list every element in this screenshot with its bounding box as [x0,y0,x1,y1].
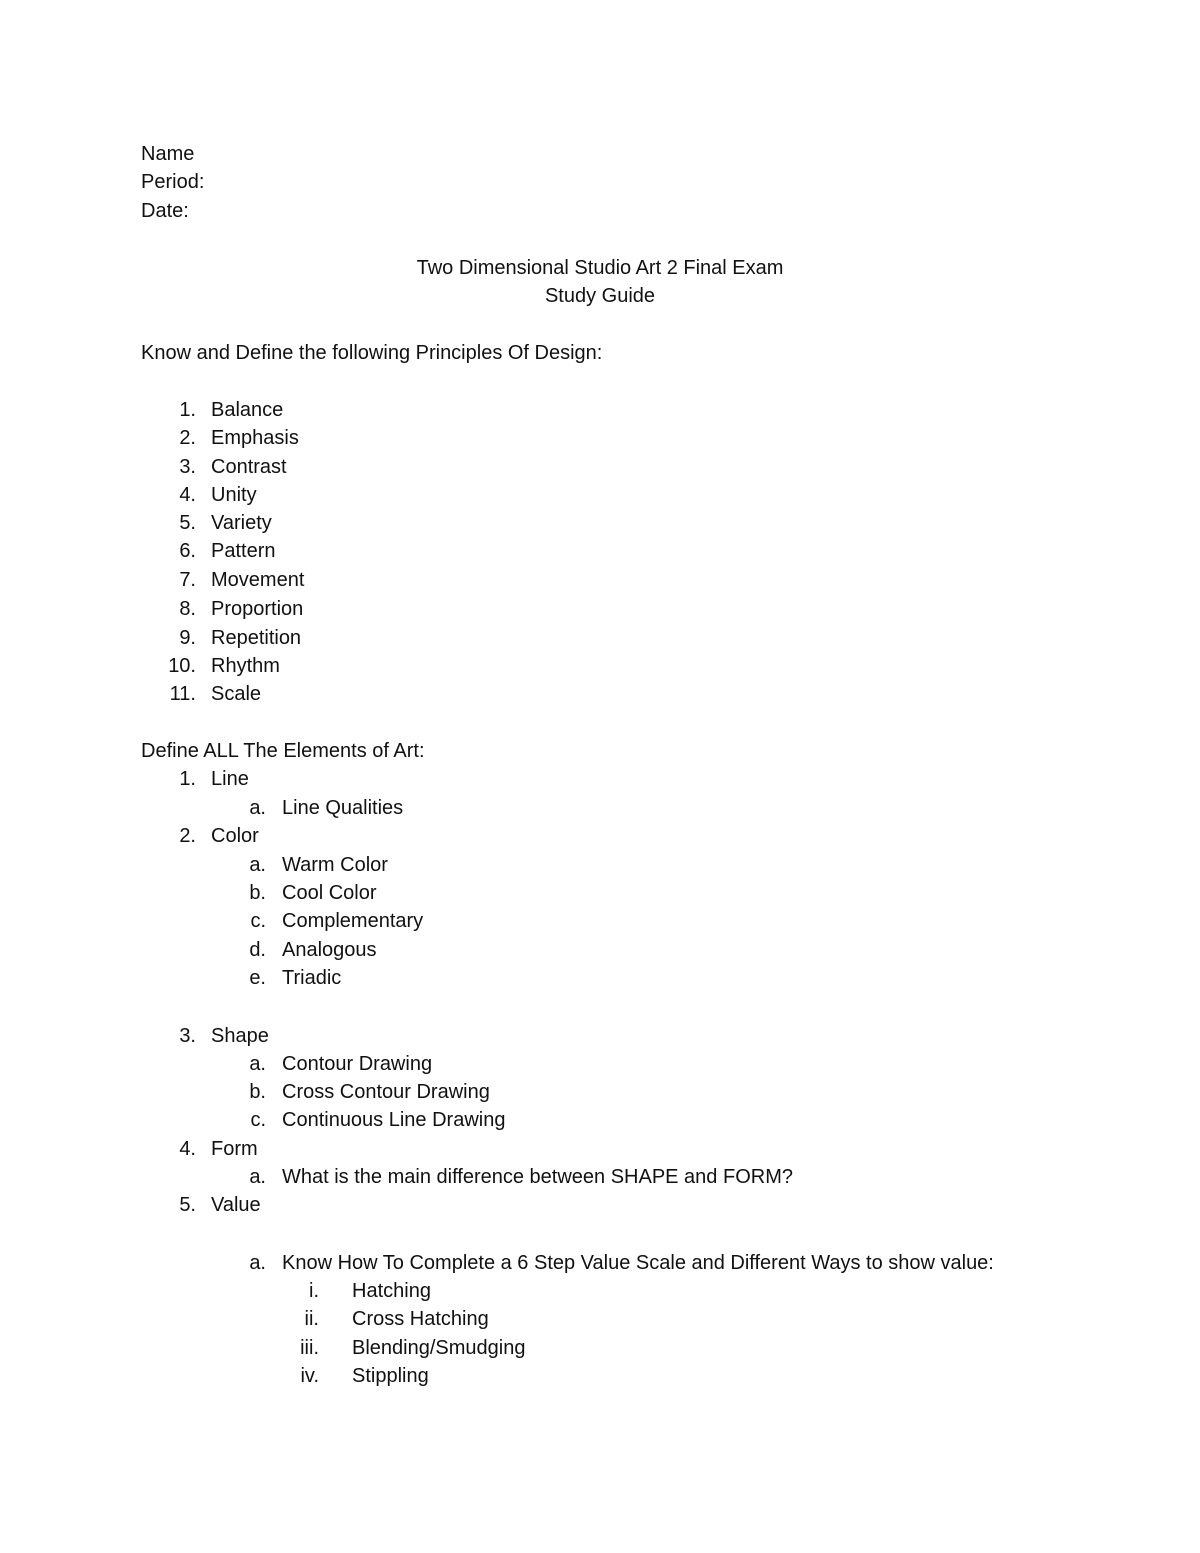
roman-marker: i. [309,1280,319,1302]
list-item-label: Variety [211,512,272,534]
sub-list-item-label: Continuous Line Drawing [282,1109,506,1131]
sub-list-marker: e. [249,967,266,989]
list-item-label: Form [211,1138,258,1160]
list-item-label: Color [211,825,259,847]
sub-list-marker: a. [249,797,266,819]
date-label: Date: [141,200,189,222]
document-title: Two Dimensional Studio Art 2 Final Exam [416,257,784,279]
list-marker: 5. [179,512,196,534]
sub-list-item-label: Contour Drawing [282,1053,433,1075]
list-item-label: Rhythm [211,655,280,677]
list-item-label: Emphasis [211,427,299,449]
list-item-label: Line [211,768,249,790]
sub-list-item-label: Cross Contour Drawing [282,1081,490,1103]
principles-heading: Know and Define the following Principles Of Design: [141,342,603,364]
list-marker: 9. [179,627,196,649]
list-marker: 7. [179,569,196,591]
list-marker: 2. [179,427,196,449]
list-marker: 1. [179,768,196,790]
list-item-label: Shape [211,1025,269,1047]
sub-list-marker: d. [249,939,266,961]
list-marker: 10. [168,655,196,677]
document-subtitle: Study Guide [544,285,656,307]
sub-list-marker: b. [249,1081,266,1103]
sub-sub-list-item-label: Blending/Smudging [352,1337,526,1359]
list-marker: 3. [179,1025,196,1047]
period-label: Period: [141,171,205,193]
roman-marker: ii. [304,1308,319,1330]
list-marker: 4. [179,1138,196,1160]
list-item-label: Value [211,1194,261,1216]
sub-list-item-label: What is the main difference between SHAPE and FORM? [282,1166,793,1188]
sub-sub-list-item-label: Cross Hatching [352,1308,489,1330]
sub-list-marker: a. [249,1166,266,1188]
list-item-label: Proportion [211,598,304,620]
sub-list-marker: c. [250,910,266,932]
sub-list-marker: a. [249,1053,266,1075]
sub-list-item-label: Analogous [282,939,377,961]
sub-list-item-label: Triadic [282,967,342,989]
sub-list-marker: a. [249,1252,266,1274]
list-item-label: Balance [211,399,284,421]
sub-list-marker: b. [249,882,266,904]
list-marker: 6. [179,540,196,562]
sub-list-item-label: Complementary [282,910,424,932]
roman-marker: iv. [300,1365,319,1387]
list-marker: 1. [179,399,196,421]
sub-sub-list-item-label: Stippling [352,1365,429,1387]
sub-list-item-label: Cool Color [282,882,377,904]
sub-list-marker: a. [249,854,266,876]
list-marker: 8. [179,598,196,620]
list-marker: 4. [179,484,196,506]
sub-list-marker: c. [250,1109,266,1131]
list-marker: 2. [179,825,196,847]
list-item-label: Contrast [211,456,287,478]
name-label: Name [141,143,195,165]
sub-list-item-label: Know How To Complete a 6 Step Value Scale and Different Ways to show value: [282,1252,994,1274]
list-marker: 5. [179,1194,196,1216]
list-item-label: Unity [211,484,257,506]
list-item-label: Scale [211,683,262,705]
sub-list-item-label: Warm Color [282,854,388,876]
list-marker: 11. [169,683,196,705]
roman-marker: iii. [300,1337,319,1359]
sub-list-item-label: Line Qualities [282,797,404,819]
list-item-label: Repetition [211,627,302,649]
list-marker: 3. [179,456,196,478]
list-item-label: Pattern [211,540,276,562]
elements-heading: Define ALL The Elements of Art: [141,740,425,762]
list-item-label: Movement [211,569,305,591]
sub-sub-list-item-label: Hatching [352,1280,431,1302]
